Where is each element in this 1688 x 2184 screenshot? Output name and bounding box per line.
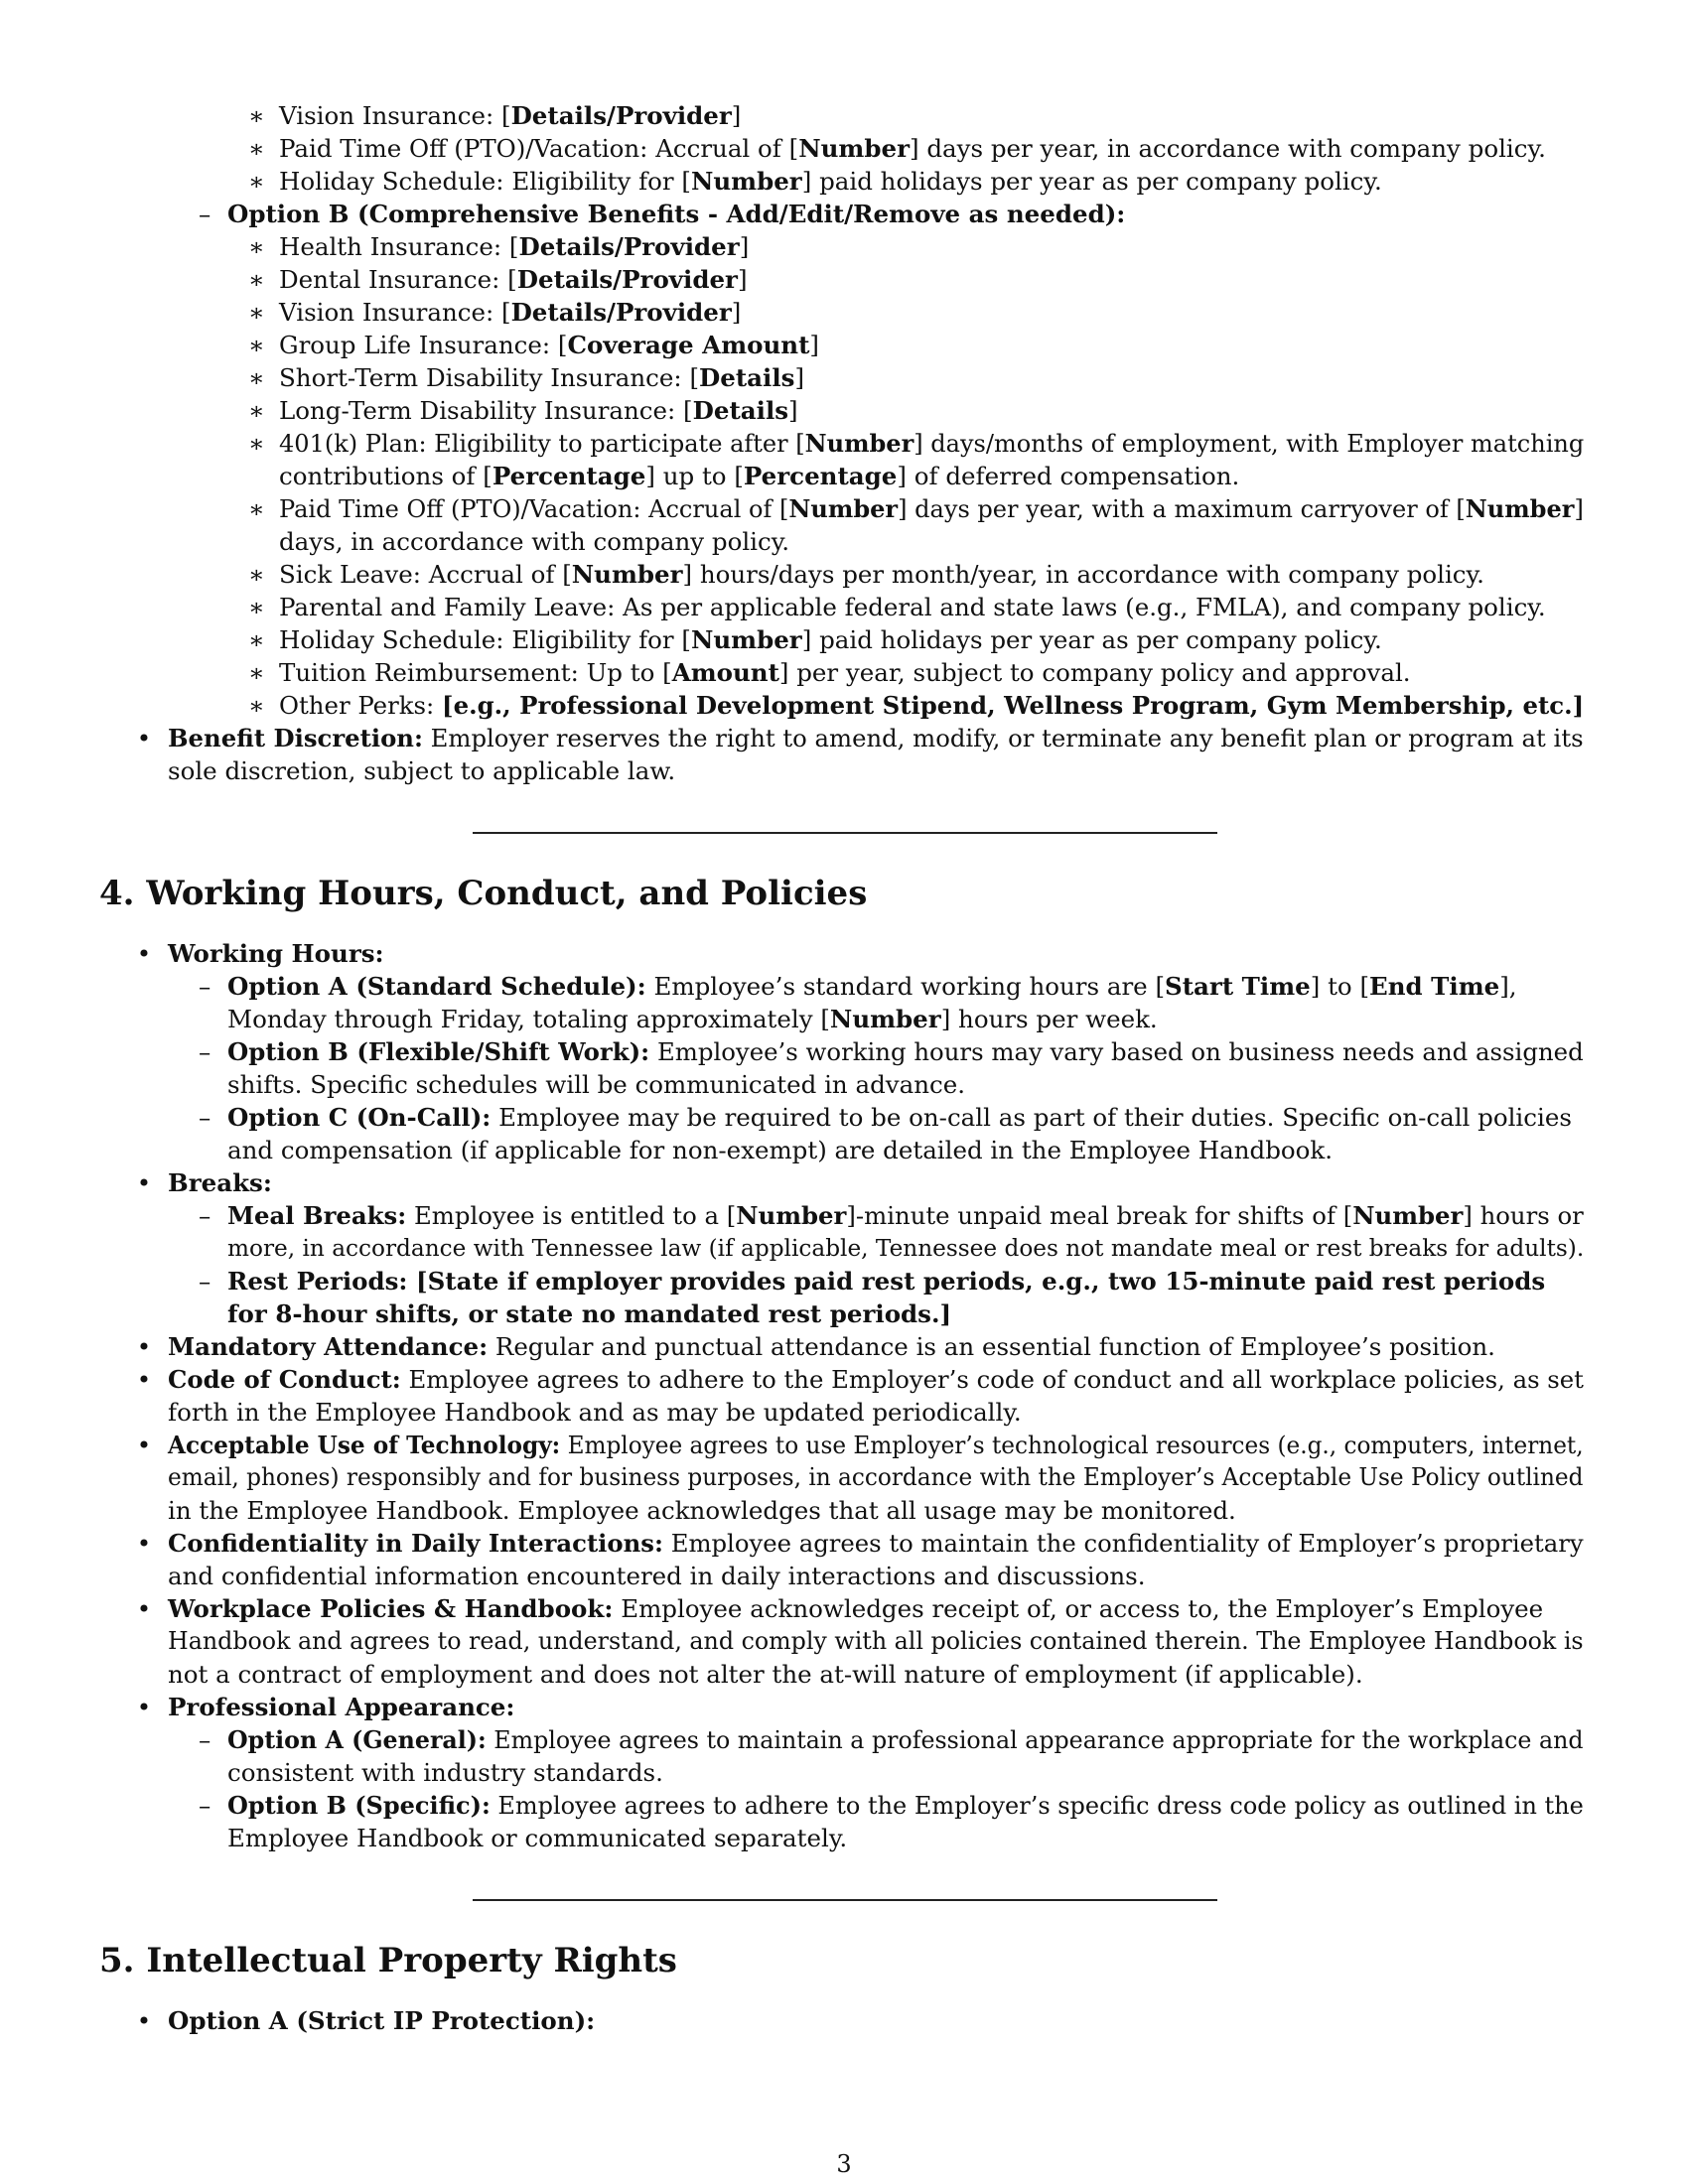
workplace-policies-cont: Handbook and agrees to read, understand, and comply with all policies contained therein. The Employee Handbook is bbox=[168, 1627, 1584, 1655]
working-hours-option-c-cont: and compensation (if applicable for non-exempt) are detailed in the Employee Handbook. bbox=[227, 1136, 1334, 1164]
bullet-marker: • bbox=[136, 1365, 152, 1394]
rest-periods: Rest Periods: [State if employer provides paid rest periods, e.g., two 15-minute paid rest periods bbox=[227, 1267, 1546, 1296]
sub-bullet-marker: ∗ bbox=[248, 298, 265, 327]
working-hours-option-b: Option B (Flexible/Shift Work): Employee’s working hours may vary based on business needs and assigned bbox=[227, 1037, 1584, 1066]
acceptable-use-cont: email, phones) responsibly and for business purposes, in accordance with the Employer’s Acceptable Use Policy outlined bbox=[168, 1463, 1584, 1491]
sub-bullet-marker: ∗ bbox=[248, 232, 265, 261]
appearance-option-a: Option A (General): Employee agrees to maintain a professional appearance appropriate for the workplace and bbox=[227, 1725, 1584, 1754]
option-b-label: Option B (Comprehensive Benefits - Add/Edit/Remove as needed): bbox=[227, 200, 1126, 228]
list-item-pto-cont: days, in accordance with company policy. bbox=[279, 527, 790, 556]
working-hours-option-a-cont: Monday through Friday, totaling approximately [Number] hours per week. bbox=[227, 1005, 1158, 1033]
dash-marker: – bbox=[199, 1725, 211, 1754]
dash-marker: – bbox=[199, 1037, 211, 1066]
list-item: Sick Leave: Accrual of [Number] hours/days per month/year, in accordance with company policy. bbox=[279, 560, 1484, 589]
list-item: Holiday Schedule: Eligibility for [Number] paid holidays per year as per company policy. bbox=[279, 625, 1382, 654]
bullet-marker: • bbox=[136, 724, 152, 752]
sub-bullet-marker: ∗ bbox=[248, 658, 265, 687]
confidentiality: Confidentiality in Daily Interactions: Employee agrees to maintain the confidentiality of Employer’s proprietary bbox=[168, 1529, 1584, 1558]
section-divider bbox=[473, 832, 1217, 834]
bullet-marker: • bbox=[136, 1594, 152, 1623]
sub-bullet-marker: ∗ bbox=[248, 363, 265, 392]
list-item: Dental Insurance: [Details/Provider] bbox=[279, 265, 748, 294]
list-item: Paid Time Off (PTO)/Vacation: Accrual of [Number] days per year, in accordance with company policy. bbox=[279, 134, 1546, 163]
workplace-policies-cont: not a contract of employment and does not alter the at-will nature of employment (if applicable). bbox=[168, 1660, 1363, 1689]
appearance-option-b-cont: Employee Handbook or communicated separately. bbox=[227, 1824, 848, 1852]
list-item: Parental and Family Leave: As per applicable federal and state laws (e.g., FMLA), and company policy. bbox=[279, 593, 1546, 621]
dash-marker: – bbox=[199, 1791, 211, 1820]
acceptable-use: Acceptable Use of Technology: Employee agrees to use Employer’s technological resources (e.g., computers, internet, bbox=[168, 1431, 1584, 1459]
benefit-discretion: Benefit Discretion: Employer reserves the right to amend, modify, or terminate any benefit plan or program at its bbox=[168, 724, 1584, 752]
breaks-label: Breaks: bbox=[168, 1168, 272, 1197]
sub-bullet-marker: ∗ bbox=[248, 593, 265, 621]
bullet-marker: • bbox=[136, 1168, 152, 1197]
list-item-401k-cont: contributions of [Percentage] up to [Percentage] of deferred compensation. bbox=[279, 462, 1240, 490]
list-item-401k: 401(k) Plan: Eligibility to participate after [Number] days/months of employment, with Employer matching bbox=[279, 429, 1585, 458]
sub-bullet-marker: ∗ bbox=[248, 134, 265, 163]
working-hours-option-c: Option C (On-Call): Employee may be required to be on-call as part of their duties. Specific on-call policies bbox=[227, 1103, 1572, 1132]
list-item: Other Perks: [e.g., Professional Development Stipend, Wellness Program, Gym Membership, etc.] bbox=[279, 691, 1585, 720]
bullet-marker: • bbox=[136, 1693, 152, 1721]
appearance-option-a-cont: consistent with industry standards. bbox=[227, 1758, 663, 1787]
sub-bullet-marker: ∗ bbox=[248, 691, 265, 720]
appearance-option-b: Option B (Specific): Employee agrees to adhere to the Employer’s specific dress code policy as outlined in the bbox=[227, 1791, 1584, 1820]
bullet-marker: • bbox=[136, 1431, 152, 1459]
dash-marker: – bbox=[199, 1267, 211, 1296]
confidentiality-cont: and confidential information encountered in daily interactions and discussions. bbox=[168, 1562, 1146, 1590]
sub-bullet-marker: ∗ bbox=[248, 429, 265, 458]
working-hours-option-b-cont: shifts. Specific schedules will be communicated in advance. bbox=[227, 1070, 965, 1099]
list-item: Tuition Reimbursement: Up to [Amount] per year, subject to company policy and approval. bbox=[279, 658, 1411, 687]
working-hours-option-a: Option A (Standard Schedule): Employee’s standard working hours are [Start Time] to [End Time], bbox=[227, 972, 1517, 1001]
professional-appearance-label: Professional Appearance: bbox=[168, 1693, 515, 1721]
bullet-marker: • bbox=[136, 1529, 152, 1558]
list-item-pto: Paid Time Off (PTO)/Vacation: Accrual of [Number] days per year, with a maximum carryover of [Number] bbox=[279, 494, 1584, 523]
sub-bullet-marker: ∗ bbox=[248, 331, 265, 359]
sub-bullet-marker: ∗ bbox=[248, 101, 265, 130]
list-item: Health Insurance: [Details/Provider] bbox=[279, 232, 750, 261]
bullet-marker: • bbox=[136, 939, 152, 968]
meal-breaks: Meal Breaks: Employee is entitled to a [Number]-minute unpaid meal break for shifts of [Number] hours or bbox=[227, 1201, 1584, 1230]
list-item: Vision Insurance: [Details/Provider] bbox=[279, 101, 742, 130]
sub-bullet-marker: ∗ bbox=[248, 625, 265, 654]
section-divider bbox=[473, 1899, 1217, 1901]
benefit-discretion-cont: sole discretion, subject to applicable law. bbox=[168, 756, 676, 785]
bullet-marker: • bbox=[136, 1332, 152, 1361]
mandatory-attendance: Mandatory Attendance: Regular and punctual attendance is an essential function of Employee’s position. bbox=[168, 1332, 1495, 1361]
rest-periods-cont: for 8-hour shifts, or state no mandated rest periods.] bbox=[227, 1299, 952, 1328]
dash-marker: – bbox=[199, 200, 211, 228]
dash-marker: – bbox=[199, 972, 211, 1001]
sub-bullet-marker: ∗ bbox=[248, 265, 265, 294]
dash-marker: – bbox=[199, 1201, 211, 1230]
ip-option-a-label: Option A (Strict IP Protection): bbox=[168, 2006, 596, 2035]
list-item: Group Life Insurance: [Coverage Amount] bbox=[279, 331, 819, 359]
bullet-marker: • bbox=[136, 2006, 152, 2035]
dash-marker: – bbox=[199, 1103, 211, 1132]
working-hours-label: Working Hours: bbox=[168, 939, 384, 968]
list-item: Vision Insurance: [Details/Provider] bbox=[279, 298, 742, 327]
acceptable-use-cont: in the Employee Handbook. Employee acknowledges that all usage may be monitored. bbox=[168, 1496, 1236, 1525]
section-5-heading: 5. Intellectual Property Rights bbox=[99, 1941, 677, 1980]
list-item: Holiday Schedule: Eligibility for [Number] paid holidays per year as per company policy. bbox=[279, 167, 1382, 196]
list-item: Long-Term Disability Insurance: [Details] bbox=[279, 396, 798, 425]
sub-bullet-marker: ∗ bbox=[248, 396, 265, 425]
code-of-conduct-cont: forth in the Employee Handbook and as may be updated periodically. bbox=[168, 1398, 1022, 1427]
section-4-heading: 4. Working Hours, Conduct, and Policies bbox=[99, 874, 868, 913]
page-number: 3 bbox=[836, 2150, 852, 2178]
sub-bullet-marker: ∗ bbox=[248, 494, 265, 523]
meal-breaks-cont: more, in accordance with Tennessee law (if applicable, Tennessee does not mandate meal or rest breaks for adults). bbox=[227, 1234, 1585, 1262]
workplace-policies: Workplace Policies & Handbook: Employee acknowledges receipt of, or access to, the Employer’s Employee bbox=[168, 1594, 1544, 1623]
list-item: Short-Term Disability Insurance: [Details] bbox=[279, 363, 804, 392]
sub-bullet-marker: ∗ bbox=[248, 167, 265, 196]
code-of-conduct: Code of Conduct: Employee agrees to adhere to the Employer’s code of conduct and all workplace policies, as set bbox=[168, 1365, 1584, 1394]
sub-bullet-marker: ∗ bbox=[248, 560, 265, 589]
